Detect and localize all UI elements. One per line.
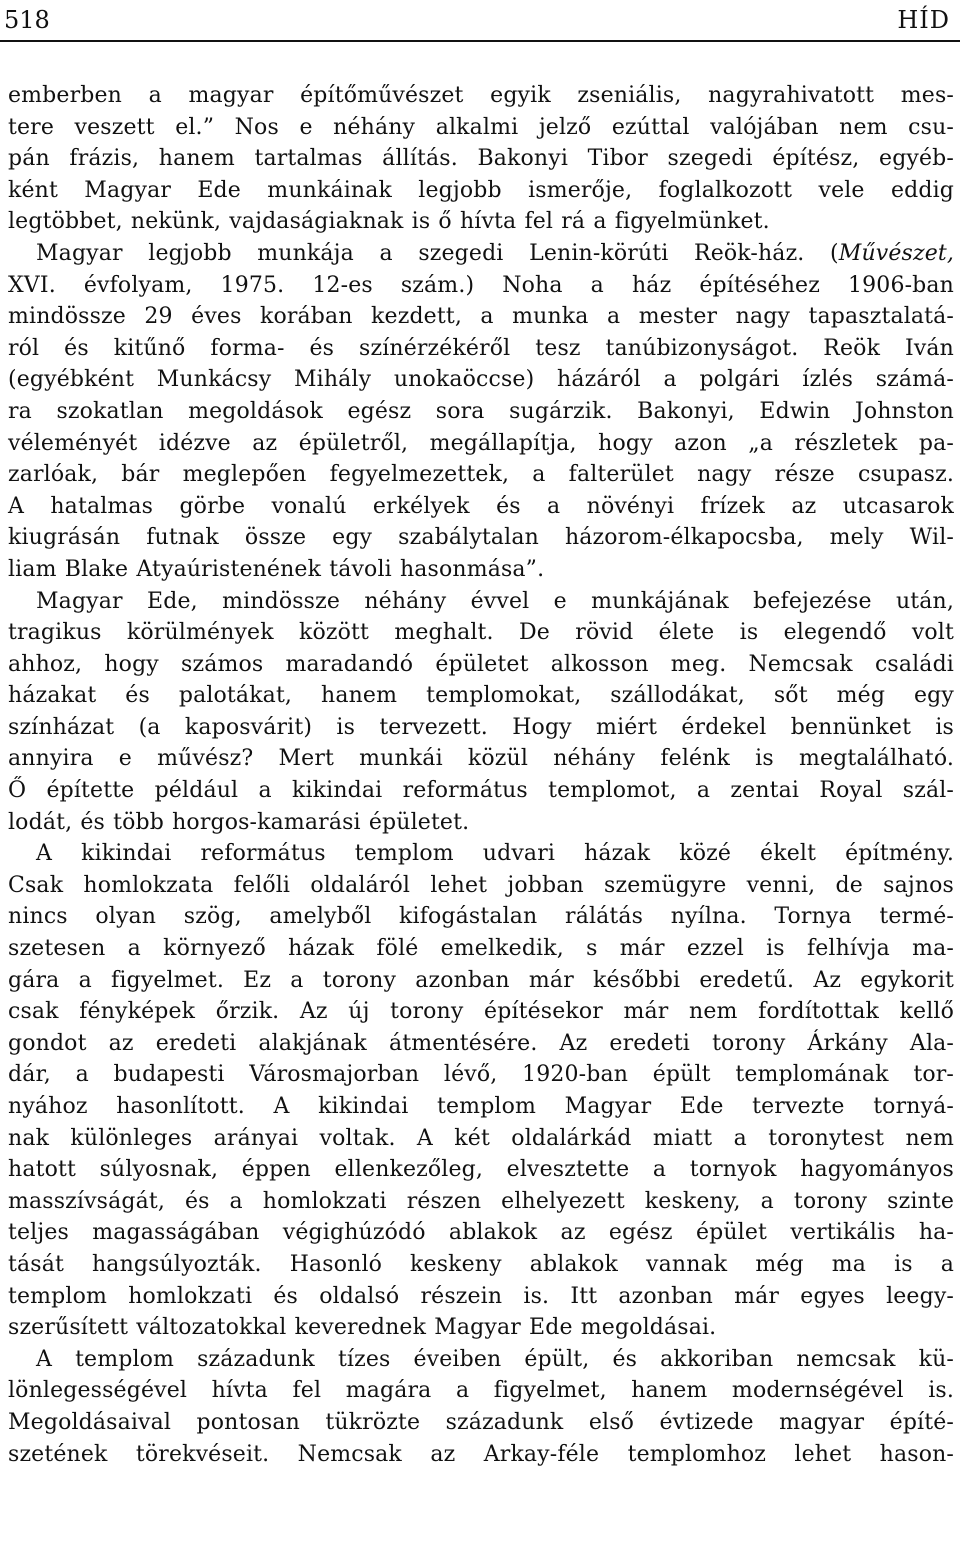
text-line	[8, 522, 954, 554]
text-run: A templom századunk tízes éveiben épült, és akkoriban nemcsak kü-	[36, 1346, 954, 1372]
text-line	[8, 80, 954, 112]
text-line	[8, 617, 954, 649]
text-run: mindössze 29 éves korában kezdett, a munka a mester nagy tapasztalatá-	[8, 304, 954, 330]
text-run: nak különleges arányai voltak. A két oldalárkád miatt a toronytest nem	[8, 1125, 954, 1151]
text-line	[8, 491, 954, 523]
text-run: szerűsített változatokkal keverednek Magyar Ede megoldásai.	[8, 1315, 717, 1341]
text-line	[8, 1312, 954, 1344]
text-line	[8, 1249, 954, 1281]
text-line	[8, 206, 954, 238]
text-run: szetesen a környező házak fölé emelkedik, s már ezzel is felhívja ma-	[8, 936, 954, 962]
text-line	[8, 775, 954, 807]
text-line	[8, 649, 954, 681]
text-line	[8, 1123, 954, 1155]
text-run: lönlegességével hívta fel magára a figyelmet, hanem modernségével is.	[8, 1378, 954, 1404]
text-line	[8, 838, 954, 870]
text-run: színházat (a kaposvárit) is tervezett. Hogy miért érdekel bennünket is	[8, 714, 954, 740]
text-run: ként Magyar Ede munkáinak legjobb ismerője, foglalkozott vele eddig	[8, 177, 954, 203]
text-line	[8, 428, 954, 460]
text-line	[8, 807, 954, 839]
text-run: pán frázis, hanem tartalmas állítás. Bakonyi Tibor szegedi építész, egyéb-	[8, 146, 954, 172]
text-run: tását hangsúlyozták. Hasonló keskeny ablakok vannak még ma is a	[8, 1251, 954, 1277]
text-run: Magyar Ede, mindössze néhány évvel e munkájának befejezése után,	[36, 588, 954, 614]
text-line	[8, 554, 954, 586]
text-run: emberben a magyar építőművészet egyik zseniális, nagyrahivatott mes-	[8, 83, 954, 108]
text-line	[8, 396, 954, 428]
text-line	[8, 1281, 954, 1313]
text-line	[8, 143, 954, 175]
text-line	[8, 743, 954, 775]
text-line	[8, 1154, 954, 1186]
text-run: nyához hasonlított. A kikindai templom Magyar Ede tervezte tornyá-	[8, 1094, 954, 1119]
text-run: házakat és palotákat, hanem templomokat, szállodákat, sőt még egy	[8, 683, 954, 709]
italic-title: Művészet,	[838, 240, 954, 266]
text-line	[8, 1439, 954, 1471]
paragraph	[8, 838, 954, 1344]
text-line	[8, 1375, 954, 1407]
body-text	[8, 80, 954, 1470]
text-run: A hatalmas görbe vonalú erkélyek és a növényi frízek az utcasarok	[8, 493, 954, 519]
text-run: ra szokatlan megoldások egész sora sugárzik. Bakonyi, Edwin Johnston	[8, 398, 954, 424]
text-line	[8, 1407, 954, 1439]
running-head: HÍD	[897, 6, 950, 34]
text-line	[8, 680, 954, 712]
text-line	[8, 1028, 954, 1060]
text-run: kiugrásán futnak össze egy szabálytalan házorom-élkapocsba, mely Wil-	[8, 525, 954, 551]
text-run: gondot az eredeti alakjának átmentésére. Az eredeti torony Árkány Ala-	[8, 1030, 954, 1056]
text-line	[8, 1344, 954, 1376]
text-run: csak fényképek őrzik. Az új torony építésekor már nem fordítottak kellő	[8, 999, 954, 1025]
text-run: ahhoz, hogy számos maradandó épületet alkosson meg. Nemcsak családi	[8, 651, 954, 677]
text-line	[8, 1186, 954, 1218]
text-line	[8, 459, 954, 491]
text-run: Ő építette például a kikindai református templomot, a zentai Royal szál-	[8, 778, 954, 804]
text-run: zarlóak, bár meglepően fegyelmezettek, a falterület nagy része csupasz.	[8, 462, 954, 488]
text-run: liam Blake Atyaúristenének távoli hasonmása”.	[8, 556, 545, 582]
text-line	[8, 364, 954, 396]
text-line	[8, 965, 954, 997]
text-line	[8, 870, 954, 902]
text-run: hatott súlyosnak, éppen ellenkezőleg, elvesztette a tornyok hagyományos	[8, 1157, 954, 1183]
paragraph	[8, 238, 954, 586]
text-run: annyira e művész? Mert munkái közül néhány felénk is megtalálható.	[8, 746, 954, 772]
text-line	[8, 586, 954, 618]
text-run: szetének törekvéseit. Nemcsak az Arkay-féle templomhoz lehet hason-	[8, 1441, 954, 1467]
text-run: masszívságát, és a homlokzati részen elhelyezett keskeny, a torony szinte	[8, 1188, 954, 1214]
text-line	[8, 933, 954, 965]
text-run: Magyar legjobb munkája a szegedi Lenin-körúti Reök-ház. (	[36, 240, 839, 266]
text-line	[8, 238, 954, 270]
text-run: lodát, és több horgos-kamarási épületet.	[8, 809, 470, 835]
text-line	[8, 1091, 954, 1123]
paragraph	[8, 80, 954, 238]
text-run: Csak homlokzata felőli oldaláról lehet jobban szemügyre venni, de sajnos	[8, 872, 954, 898]
text-run: nincs olyan szög, amelyből kifogástalan rálátás nyílna. Tornya termé-	[8, 904, 954, 930]
header-rule	[0, 40, 960, 42]
text-run: templom homlokzati és oldalsó részein is. Itt azonban már egyes leegy-	[8, 1283, 954, 1309]
text-run: legtöbbet, nekünk, vajdaságiaknak is ő hívta fel rá a figyelmünket.	[8, 209, 770, 235]
text-line	[8, 712, 954, 744]
text-run: tragikus körülmények között meghalt. De rövid élete is elegendő volt	[8, 620, 954, 646]
text-line	[8, 333, 954, 365]
text-line	[8, 112, 954, 144]
text-run: A kikindai református templom udvari házak közé ékelt építmény.	[36, 841, 954, 867]
text-line	[8, 996, 954, 1028]
text-line	[8, 175, 954, 207]
text-line	[8, 270, 954, 302]
text-line	[8, 1059, 954, 1091]
text-run: teljes magasságában végighúzódó ablakok az egész épület vertikális ha-	[8, 1220, 954, 1246]
text-run: tere veszett el.” Nos e néhány alkalmi jelző ezúttal valójában nem csu-	[8, 114, 954, 140]
text-line	[8, 301, 954, 333]
text-run: gára a figyelmet. Ez a torony azonban már későbbi eredetű. Az egykorit	[8, 967, 954, 993]
text-run: dár, a budapesti Városmajorban lévő, 1920-ban épült templomának tor-	[8, 1062, 954, 1088]
paragraph	[8, 586, 954, 839]
text-run: XVI. évfolyam, 1975. 12-es szám.) Noha a ház építéséhez 1906-ban	[8, 272, 954, 298]
page-number: 518	[4, 6, 50, 34]
text-line	[8, 901, 954, 933]
text-run: véleményét idézve az épületről, megállapítja, hogy azon „a részletek pa-	[8, 430, 954, 456]
text-run: (egyébként Munkácsy Mihály unokaöccse) házáról a polgári ízlés számá-	[8, 367, 954, 393]
text-run: Megoldásaival pontosan tükrözte századunk első évtizede magyar építé-	[8, 1409, 954, 1435]
page-header	[0, 0, 960, 44]
text-line	[8, 1217, 954, 1249]
paragraph	[8, 1344, 954, 1470]
text-run: ról és kitűnő forma- és színérzékéről tesz tanúbizonyságot. Reök Iván	[8, 335, 954, 361]
